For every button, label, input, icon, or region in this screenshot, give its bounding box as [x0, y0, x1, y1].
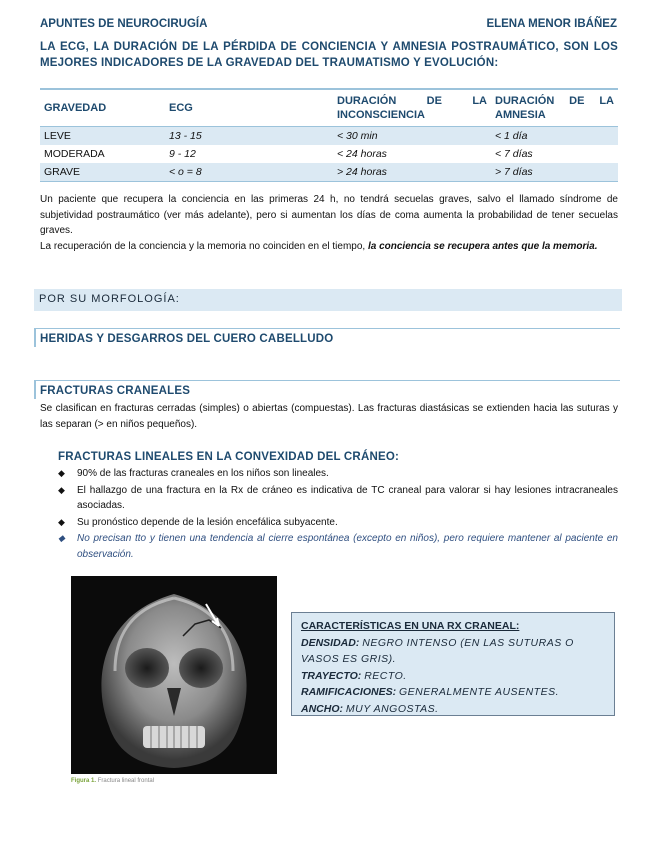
subsection-title-lineales: FRACTURAS LINEALES EN LA CONVEXIDAD DEL CRÁNEO:	[58, 451, 399, 463]
col-inconsciencia: DURACIÓN DE LA INCONSCIENCIA	[333, 89, 491, 127]
cell-amnesia: < 7 días	[495, 148, 533, 160]
paragraph-fracturas: Se clasifican en fracturas cerradas (simples) o abiertas (compuestas). Las fracturas diastásicas se extienden hacia las suturas y las separan (> en niños pequeños).	[40, 403, 618, 430]
col-ecg: ECG	[165, 89, 333, 127]
col-amnesia: DURACIÓN DE LA AMNESIA	[491, 89, 618, 127]
table-row	[40, 145, 618, 163]
col-gravedad: GRAVEDAD	[40, 89, 165, 127]
cell-amnesia: < 1 día	[491, 127, 618, 146]
header-author: ELENA MENOR IBÁÑEZ	[486, 18, 617, 30]
list-item: ◆ 90% de las fracturas craneales en los niños son lineales.	[58, 466, 618, 482]
paragraph-secuelas: Un paciente que recupera la conciencia en las primeras 24 h, no tendrá secuelas graves, salvo el llamado síndrome de subjetividad postraumático (ver más adelante), pero si aumentan los días de coma aumenta la probabilidad de tener secuelas graves.	[40, 194, 618, 236]
section-band-morfologia: POR SU MORFOLOGÍA:	[34, 289, 622, 311]
table-row	[40, 163, 618, 182]
cell-ecg: 13 - 15	[165, 127, 333, 146]
bullet-icon: ◆	[58, 484, 65, 495]
cell-ecg: 9 - 12	[169, 148, 196, 160]
section-heading-fracturas: FRACTURAS CRANEALES	[34, 380, 620, 399]
page-title: LA ECG, LA DURACIÓN DE LA PÉRDIDA DE CONCIENCIA Y AMNESIA POSTRAUMÁTICO, SON LOS MEJORES INDICADORES DE LA GRAVEDAD DEL TRAUMATISMO Y EVOLUCIÓN:	[40, 41, 618, 69]
section-heading-heridas: HERIDAS Y DESGARROS DEL CUERO CABELLUDO	[34, 328, 620, 347]
paragraph-recuperacion: La recuperación de la conciencia y la memoria no coinciden en el tiempo, la conciencia se recupera antes que la memoria.	[40, 241, 598, 252]
bullet-list	[58, 466, 618, 563]
bullet-icon: ◆	[58, 468, 65, 478]
cell-ecg: < o = 8	[165, 163, 333, 182]
header-course-title: APUNTES DE NEUROCIRUGÍA	[40, 18, 208, 30]
list-item: ◆ No precisan tto y tienen una tendencia al cierre espontánea (excepto en niños), pero requiere mantener al paciente en observación.	[58, 533, 618, 560]
table-row	[40, 127, 618, 146]
skull-xray-image	[71, 576, 277, 774]
rx-ancho: ANCHO: MUY ANGOSTAS.	[301, 702, 439, 715]
list-item: ◆ Su pronóstico depende de la lesión encefálica subyacente.	[58, 515, 618, 531]
table-header-row	[40, 89, 618, 127]
cell-gravedad: GRAVE	[40, 163, 165, 182]
skull-xray-drawing	[71, 576, 277, 774]
cell-gravedad: LEVE	[40, 127, 165, 146]
bullet-icon: ◆	[58, 533, 65, 543]
cell-amnesia: > 7 días	[491, 163, 618, 182]
rx-trayecto: TRAYECTO: RECTO.	[301, 669, 407, 682]
cell-gravedad: MODERADA	[44, 148, 105, 160]
figure-caption: Figura 1. Fractura lineal frontal	[71, 778, 155, 784]
rx-ramificaciones: RAMIFICACIONES: GENERALMENTE AUSENTES.	[301, 686, 559, 698]
cell-inconsciencia: < 30 min	[333, 127, 491, 146]
rx-box-heading: CARACTERÍSTICAS EN UNA RX CRANEAL:	[301, 620, 520, 632]
emphasis-text: la conciencia se recupera antes que la memoria.	[367, 241, 598, 252]
severity-table	[40, 88, 618, 182]
rx-characteristics-box	[291, 612, 615, 716]
bullet-icon: ◆	[58, 516, 65, 527]
rx-densidad: DENSIDAD: NEGRO INTENSO (EN LAS SUTURAS O VASOS ES GRIS).	[301, 636, 574, 665]
cell-inconsciencia: > 24 horas	[333, 163, 491, 182]
list-item: ◆ El hallazgo de una fractura en la Rx de cráneo es indicativa de TC craneal para valorar si hay lesiones intracraneales asociadas.	[58, 484, 618, 511]
cell-inconsciencia: < 24 horas	[337, 148, 387, 160]
